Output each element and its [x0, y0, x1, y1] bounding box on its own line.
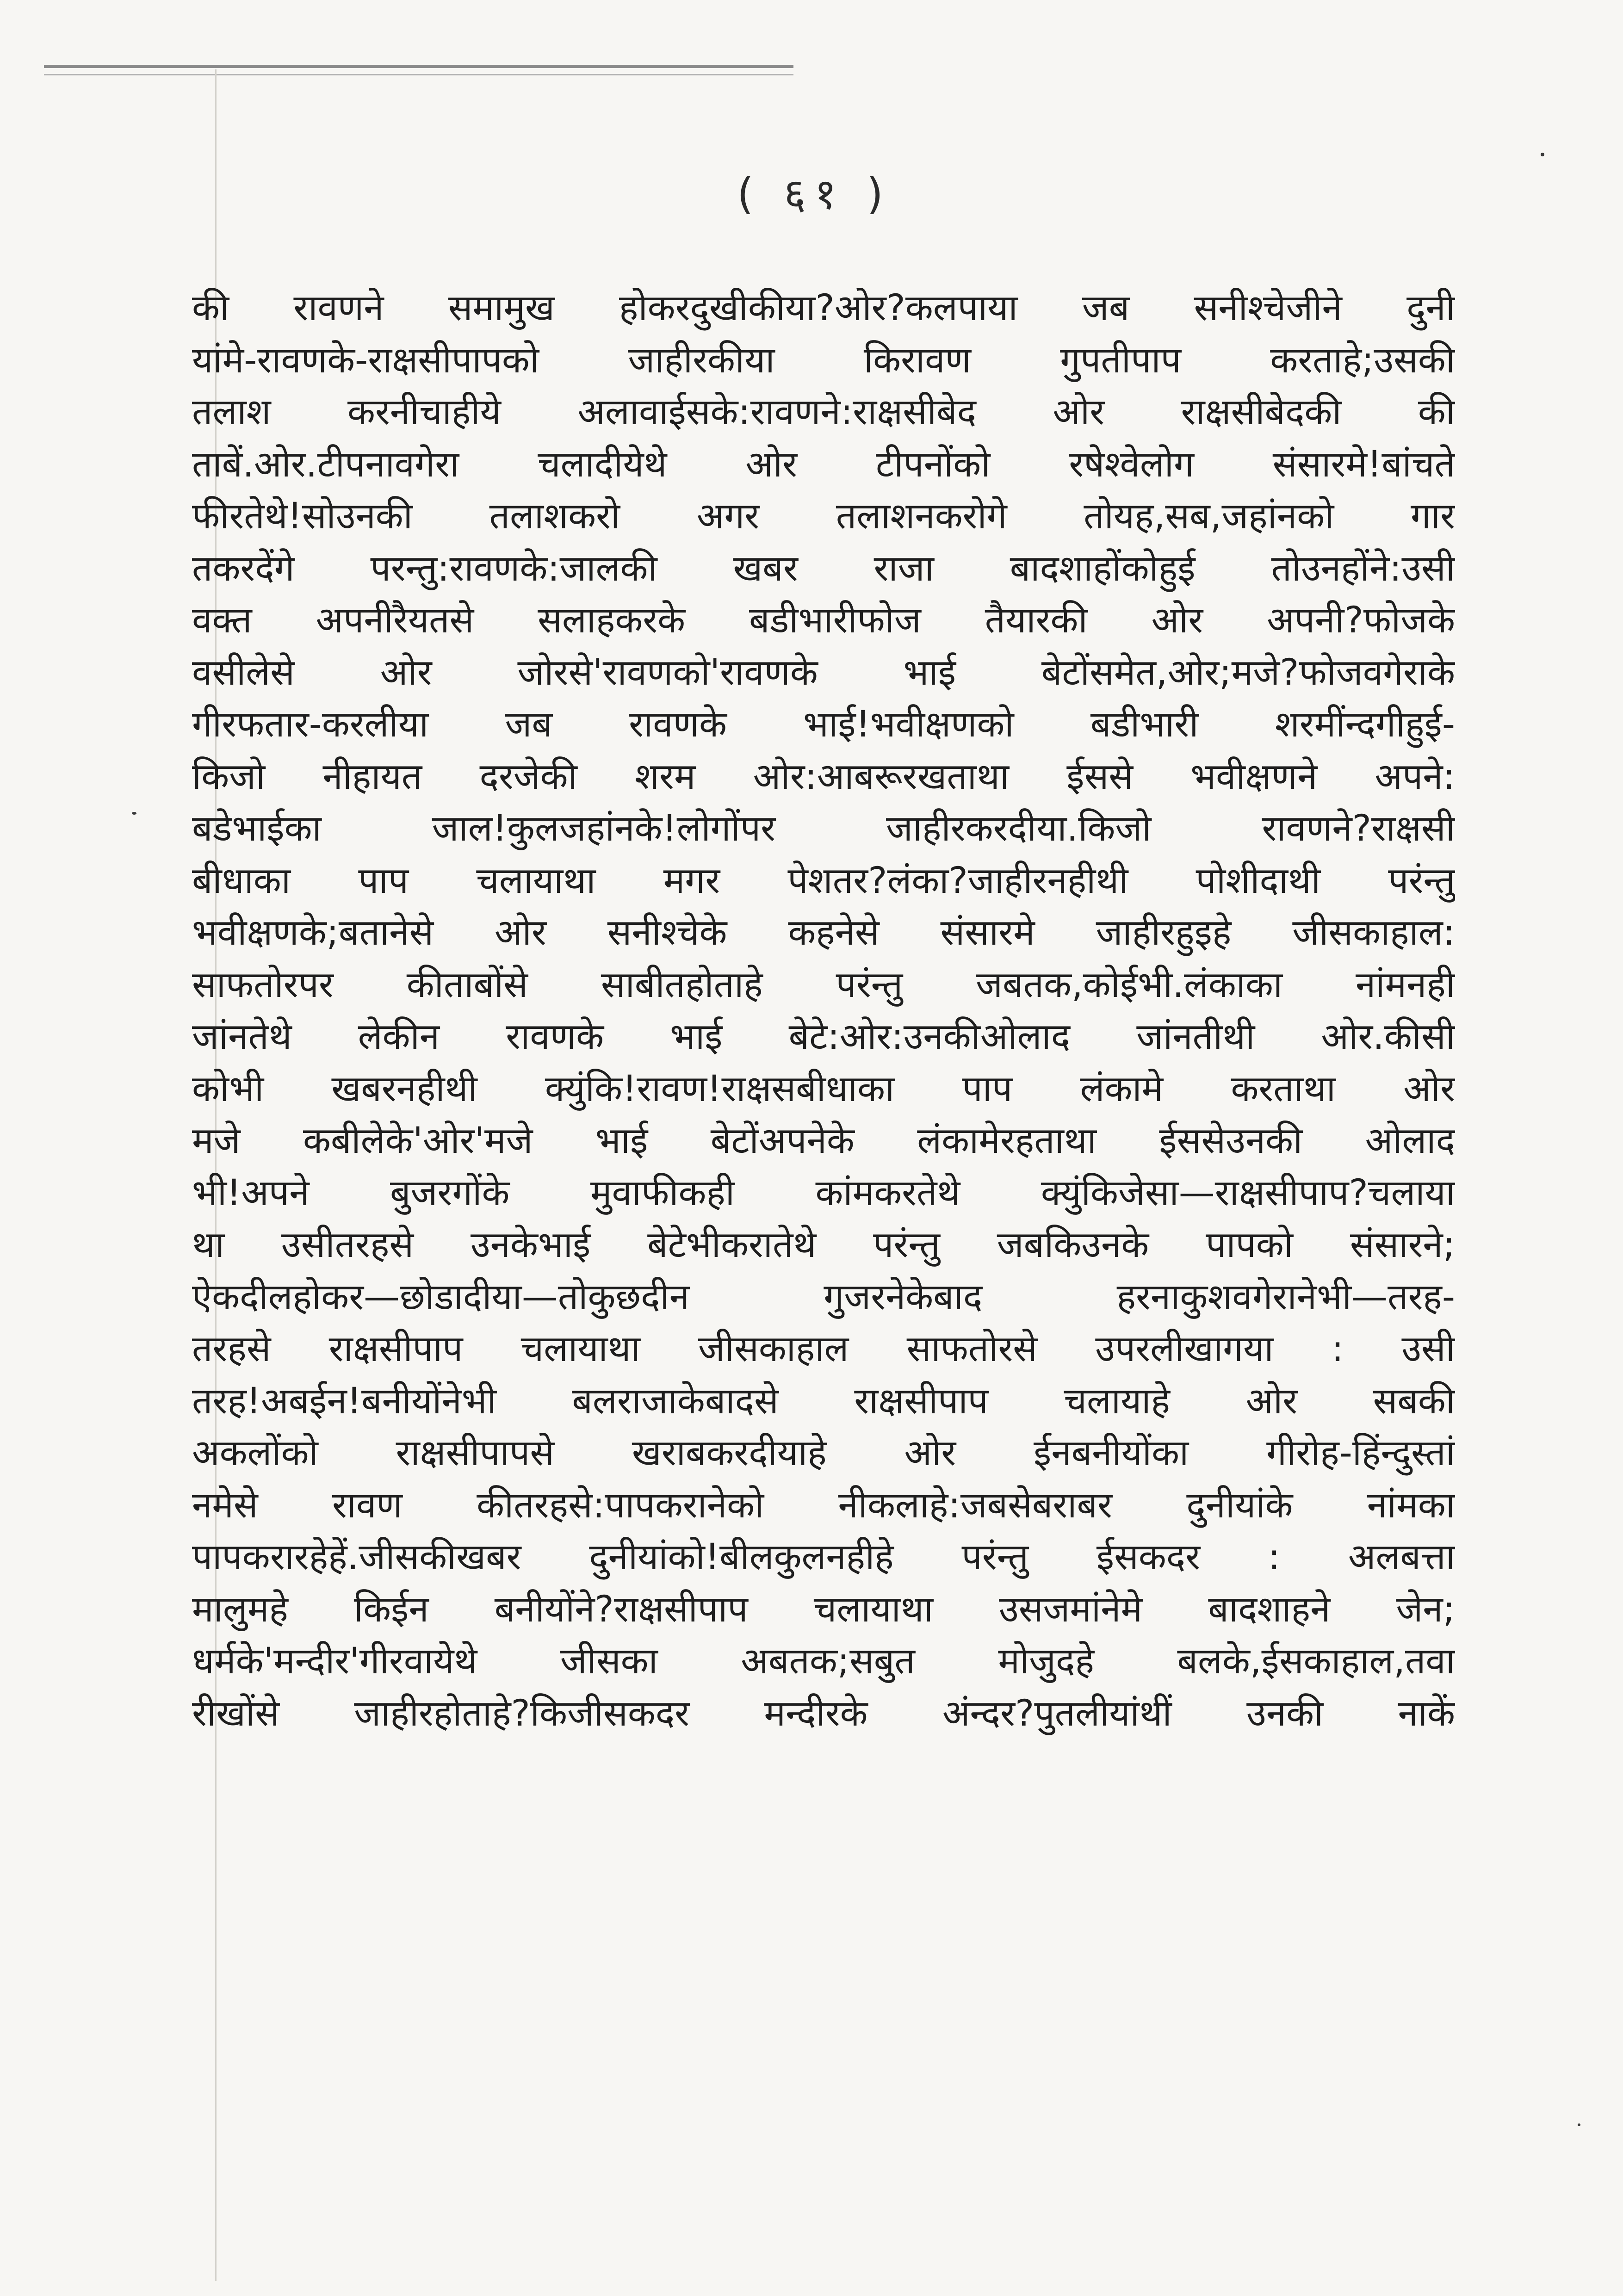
text-line: धर्मके'मन्दीर'गीरवायेथे जीसका अबतक;सबुत मोजुदहे बलके,ईसकाहाल,तवा [192, 1640, 1455, 1682]
page-number: ( ६१ ) [737, 169, 892, 219]
text-line: जांनतेथे लेकीन रावणके भाई बेटे:ओर:उनकीओलाद जांनतीथी ओर.कीसी [192, 1016, 1455, 1058]
text-line: था उसीतरहसे उनकेभाई बेटेभीकरातेथे परंन्तु जबकिउनके पापको संसारने; [192, 1224, 1455, 1266]
text-line: तलाश करनीचाहीये अलावाईसके:रावणने:राक्षसीबेद ओर राक्षसीबेदकी की [192, 391, 1455, 433]
text-line: भी!अपने बुजरगोंके मुवाफीकही कांमकरतेथे क्युंकिजेसा—राक्षसीपाप?चलाया [192, 1172, 1455, 1214]
text-line: मालुमहे किईन बनीयोंने?राक्षसीपाप चलायाथा उसजमांनेमे बादशाहने जेन; [192, 1588, 1455, 1630]
text-line: वसीलेसे ओर जोरसे'रावणको'रावणके भाई बेटोंसमेत,ओर;मजे?फोजवगेराके [192, 651, 1455, 693]
text-line: तकरदेंगे परन्तु:रावणके:जालकी खबर राजा बादशाहोंकोहुई तोउनहोंने:उसी [192, 547, 1455, 589]
text-line: ताबें.ओर.टीपनावगेरा चलादीयेथे ओर टीपनोंको रषेश्वेलोग संसारमे!बांचते [192, 443, 1455, 485]
text-line: फीरतेथे!सोउनकी तलाशकरो अगर तलाशनकरोगे तोयह,सब,जहांनको गार [192, 495, 1455, 537]
text-line: तरह!अबईन!बनीयोंनेभी बलराजाकेबादसे राक्षसीपाप चलायाहे ओर सबकी [192, 1380, 1455, 1422]
text-line: मजे कबीलेके'ओर'मजे भाई बेटोंअपनेके लंकामेरहताथा ईससेउनकी ओलाद [192, 1120, 1455, 1162]
text-line: की रावणने समामुख होकरदुखीकीया?ओर?कलपाया जब सनीश्चेजीने दुनी [192, 287, 1455, 329]
scan-speck [132, 812, 136, 815]
text-line: तरहसे राक्षसीपाप चलायाथा जीसकाहाल साफतोरसे उपरलीखागया : उसी [192, 1328, 1455, 1370]
text-line: बीधाका पाप चलायाथा मगर पेशतर?लंका?जाहीरनहीथी पोशीदाथी परंन्तु [192, 860, 1455, 902]
text-line: पापकरारहेहें.जीसकीखबर दुनीयांको!बीलकुलनहीहे परंन्तु ईसकदर : अलबत्ता [192, 1536, 1455, 1578]
text-line: कोभी खबरनहीथी क्युंकि!रावण!राक्षसबीधाका पाप लंकामे करताथा ओर [192, 1068, 1455, 1110]
text-line: भवीक्षणके;बतानेसे ओर सनीश्चेके कहनेसे संसारमे जाहीरहुइहे जीसकाहाल: [192, 912, 1455, 953]
text-line: वक्त अपनीरैयतसे सलाहकरके बडीभारीफोज तैयारकी ओर अपनी?फोजके [192, 600, 1455, 641]
text-line: किजो नीहायत दरजेकी शरम ओर:आबरूरखताथा ईससे भवीक्षणने अपने: [192, 755, 1455, 798]
text-line: यांमे-रावणके-राक्षसीपापको जाहीरकीया किरावण गुपतीपाप करताहे;उसकी [192, 339, 1455, 381]
text-line: अकलोंको राक्षसीपापसे खराबकरदीयाहे ओर ईनबनीयोंका गीरोह-हिंन्दुस्तां [192, 1432, 1455, 1474]
text-line: नमेसे रावण कीतरहसे:पापकरानेको नीकलाहे:जबसेबराबर दुनीयांके नांमका [192, 1484, 1455, 1526]
scan-speck [1541, 153, 1544, 156]
header-rule [44, 65, 793, 68]
header-rule-secondary [44, 74, 793, 75]
text-line: रीखोंसे जाहीरहोताहे?किजीसकदर मन्दीरके अंन्दर?पुतलीयांथीं उनकी नाकें [192, 1692, 1455, 1734]
scan-speck [1578, 2123, 1580, 2126]
text-line: बडेभाईका जाल!कुलजहांनके!लोगोंपर जाहीरकरदीया.किजो रावणने?राक्षसी [192, 808, 1455, 849]
text-line: ऐकदीलहोकर—छोडादीया—तोकुछदीन गुजरनेकेबाद हरनाकुशवगेरानेभी—तरह- [192, 1276, 1455, 1318]
text-line: साफतोरपर कीताबोंसे साबीतहोताहे परंन्तु जबतक,कोईभी.लंकाका नांमनही [192, 964, 1455, 1006]
body-text [192, 282, 1455, 1739]
text-line: गीरफतार-करलीया जब रावणके भाई!भवीक्षणको बडीभारी शरमींन्दगीहुई- [192, 704, 1455, 745]
